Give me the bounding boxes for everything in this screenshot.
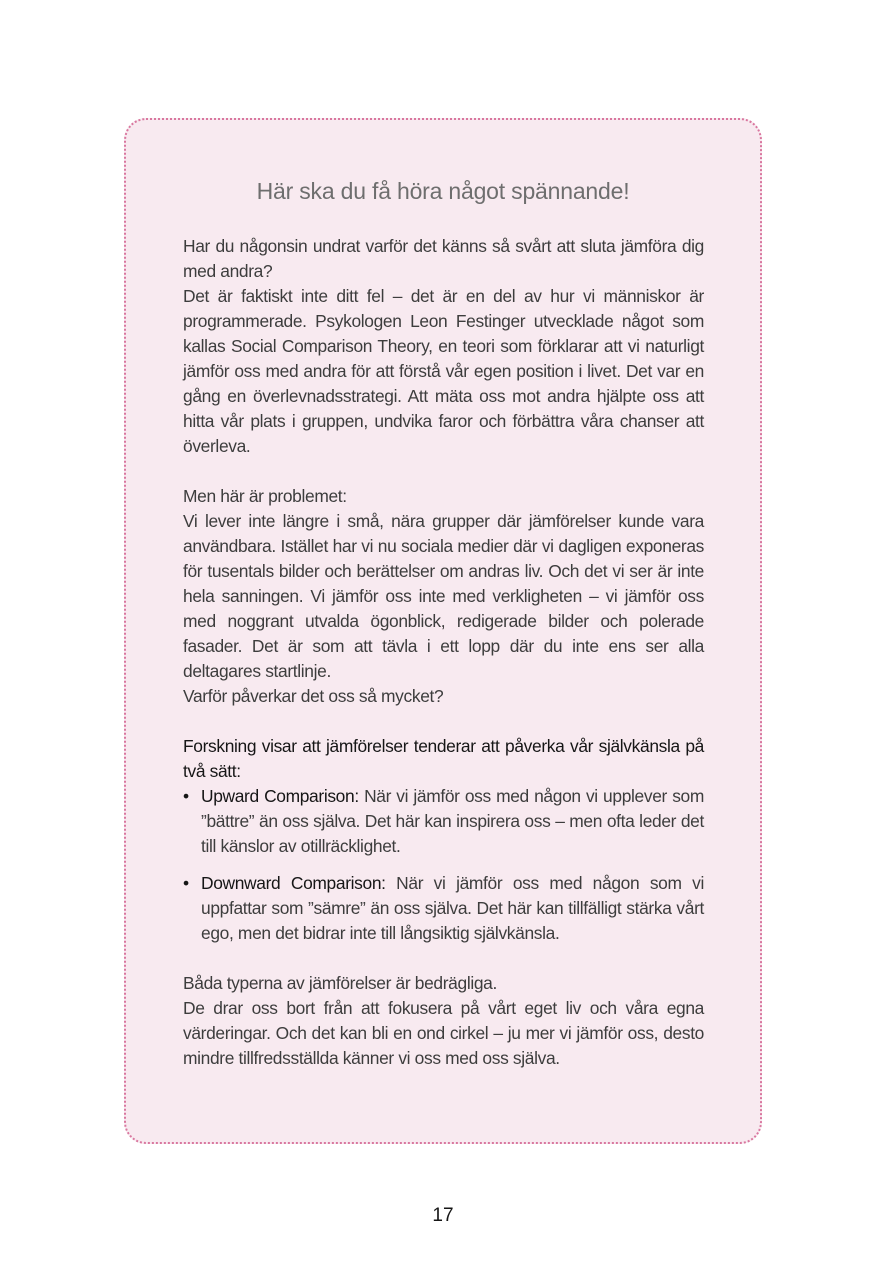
comparison-list bbox=[183, 784, 704, 946]
paragraph: Det är faktiskt inte ditt fel – det är en del av hur vi människor är programmerade. Psykologen Leon Festinger utvecklade något som kallas Social Comparison Theory, en teori som förklarar att vi naturligt jämför oss med andra för att förstå vår egen position i livet. Det var en gång en överlevnadsstrategi. Att mäta oss mot andra hjälpte oss att hitta vår plats i gruppen, undvika faror och förbättra våra chanser att överleva. bbox=[183, 286, 704, 456]
paragraph: Båda typerna av jämförelser är bedrägliga. bbox=[183, 973, 497, 993]
bullet-text: När vi jämför oss med någon som vi uppfattar som ”sämre” än oss själva. Det här kan tillfälligt stärka vårt ego, men det bidrar inte till långsiktig självkänsla. bbox=[201, 873, 705, 943]
paragraph: Har du någonsin undrat varför det känns så svårt att sluta jämföra dig med andra? bbox=[183, 236, 704, 281]
paragraph: De drar oss bort från att fokusera på vårt eget liv och våra egna värderingar. Och det kan bli en ond cirkel – ju mer vi jämför oss, desto mindre tillfredsställda känner vi oss med oss själva. bbox=[183, 998, 704, 1068]
box-content bbox=[183, 234, 704, 1071]
spacer bbox=[183, 946, 704, 971]
list-item bbox=[183, 871, 704, 946]
bullet-term: Downward Comparison: bbox=[201, 873, 386, 893]
bullet-icon: • bbox=[183, 786, 189, 806]
page-number: 17 bbox=[432, 1205, 454, 1226]
bullet-text: När vi jämför oss med någon vi upplever som ”bättre” än oss själva. Det här kan inspirera oss – men ofta leder det till känslor av otillräcklighet. bbox=[201, 786, 705, 856]
list-item bbox=[183, 784, 704, 859]
research-lead: Forskning visar att jämförelser tenderar att påverka vår självkänsla på två sätt: bbox=[183, 736, 704, 781]
paragraph: Varför påverkar det oss så mycket? bbox=[183, 686, 444, 706]
bullet-icon: • bbox=[183, 873, 189, 893]
box-title: Här ska du få höra något spännande! bbox=[256, 178, 630, 204]
paragraph: Men här är problemet: bbox=[183, 486, 347, 506]
spacer bbox=[183, 459, 704, 484]
spacer bbox=[183, 709, 704, 734]
bullet-term: Upward Comparison: bbox=[201, 786, 359, 806]
paragraph: Vi lever inte längre i små, nära grupper där jämförelser kunde vara användbara. Istället har vi nu sociala medier där vi dagligen exponeras för tusentals bilder och berättelser om andras liv. Och det vi ser är inte hela sanningen. Vi jämför oss inte med verkligheten – vi jämför oss med noggrant utvalda ögonblick, redigerade bilder och polerade fasader. Det är som att tävla i ett lopp där du inte ens ser alla deltagares startlinje. bbox=[183, 511, 704, 681]
